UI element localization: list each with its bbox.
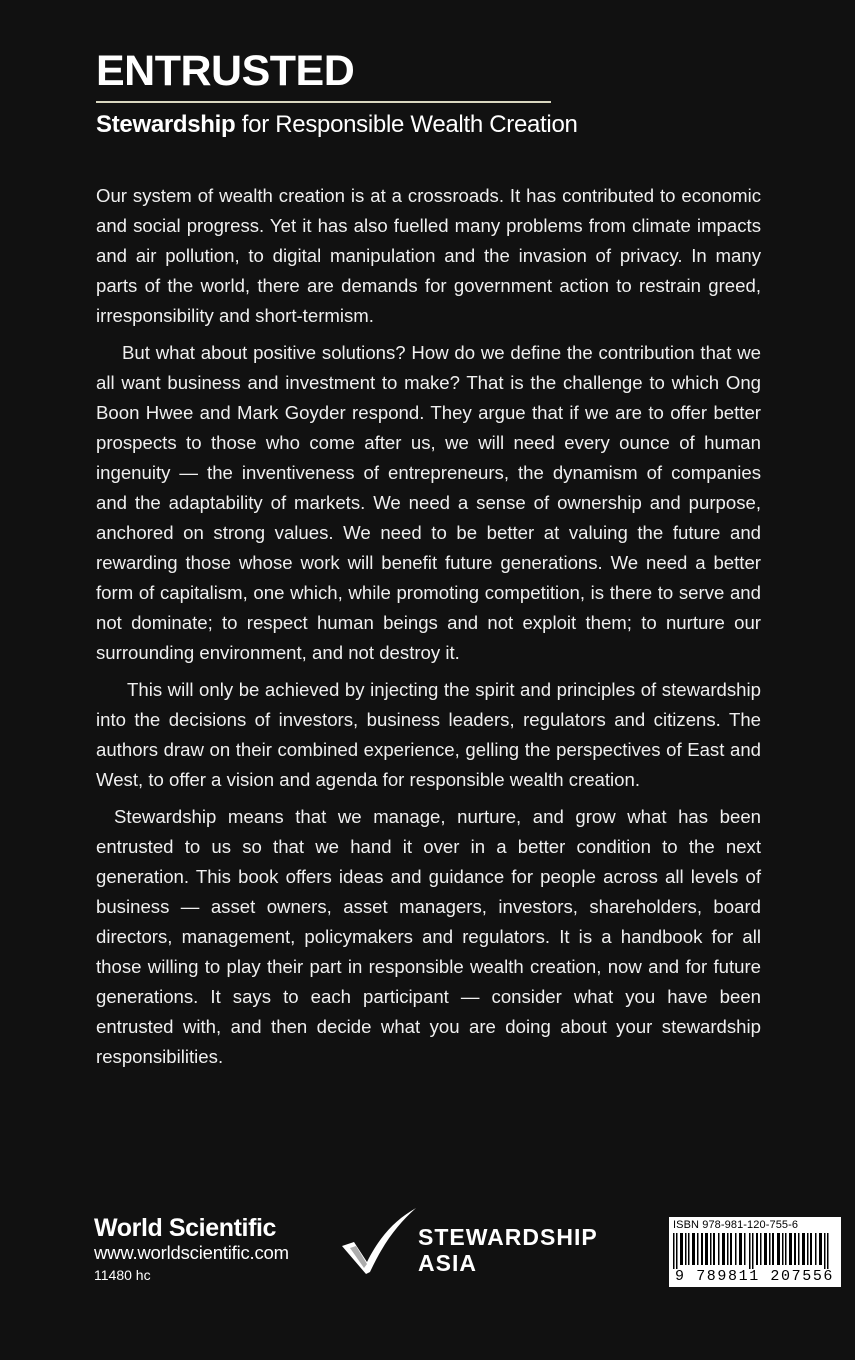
blurb-paragraph-2: But what about positive solutions? How do we define the contribution that we all want business and investment to make? That is the challenge to which Ong Boon Hwee and Mark Goyder respond. They argue that if we are to offer better prospects to those who come after us, we will need every ounce of human ingenuity — the inventiveness of entrepreneurs, the dynamism of companies and the adaptability of markets. We need a sense of ownership and purpose, anchored on strong values. We need to be better at valuing the future and rewarding those whose work will benefit future generations. We need a better form of capitalism, one which, while promoting competition, is there to serve and not dominate; to respect human beings and not exploit them; to nurture our surrounding environment, and not destroy it. [96, 342, 761, 663]
subtitle-rest: for Responsible Wealth Creation [235, 111, 578, 138]
isbn-label: ISBN 978-981-120-755-6 [673, 1219, 799, 1231]
product-code: 11480 hc [94, 1267, 151, 1284]
blurb-paragraph-3: This will only be achieved by injecting the spirit and principles of stewardship into the decisions of investors, business leaders, regulators and citizens. The authors draw on their combined experience, gelling the perspectives of East and West, to offer a vision and agenda for responsible wealth creation. [96, 679, 761, 790]
blurb-paragraph-1: Our system of wealth creation is at a crossroads. It has contributed to economic and social progress. Yet it has also fuelled many problems from climate impacts and air pollution, to digital manipulation and the invasion of privacy. In many parts of the world, there are demands for government action to restrain greed, irresponsibility and short-termism. [96, 185, 761, 326]
barcode-bars [673, 1233, 837, 1269]
logo-line-1: STEWARDSHIP [418, 1224, 598, 1250]
stewardship-asia-logo [340, 1206, 630, 1278]
blurb [96, 181, 761, 1079]
logo-line-2: ASIA [418, 1250, 477, 1276]
book-title: ENTRUSTED [96, 47, 355, 95]
title-divider [96, 101, 551, 103]
isbn-barcode [669, 1217, 841, 1287]
publisher-block [94, 1215, 289, 1283]
publisher-name: World Scientific [94, 1214, 277, 1242]
subtitle-bold: Stewardship [96, 111, 236, 138]
blurb-paragraph-4: Stewardship means that we manage, nurture, and grow what has been entrusted to us so that we hand it over in a better condition to the next generation. This book offers ideas and guidance for people across all levels of business — asset owners, asset managers, investors, shareholders, board directors, management, policymakers and regulators. It is a handbook for all those willing to play their part in responsible wealth creation, now and for future generations. It says to each participant — consider what you have been entrusted with, and then decide what you are doing about your stewardship responsibilities. [96, 806, 761, 1067]
checkmark-swoosh-icon [340, 1206, 420, 1278]
book-subtitle [96, 112, 578, 138]
logo-wordmark [418, 1224, 598, 1276]
publisher-url: www.worldscientific.com [94, 1242, 289, 1264]
barcode-digits: 9 789811 207556 [675, 1268, 835, 1285]
